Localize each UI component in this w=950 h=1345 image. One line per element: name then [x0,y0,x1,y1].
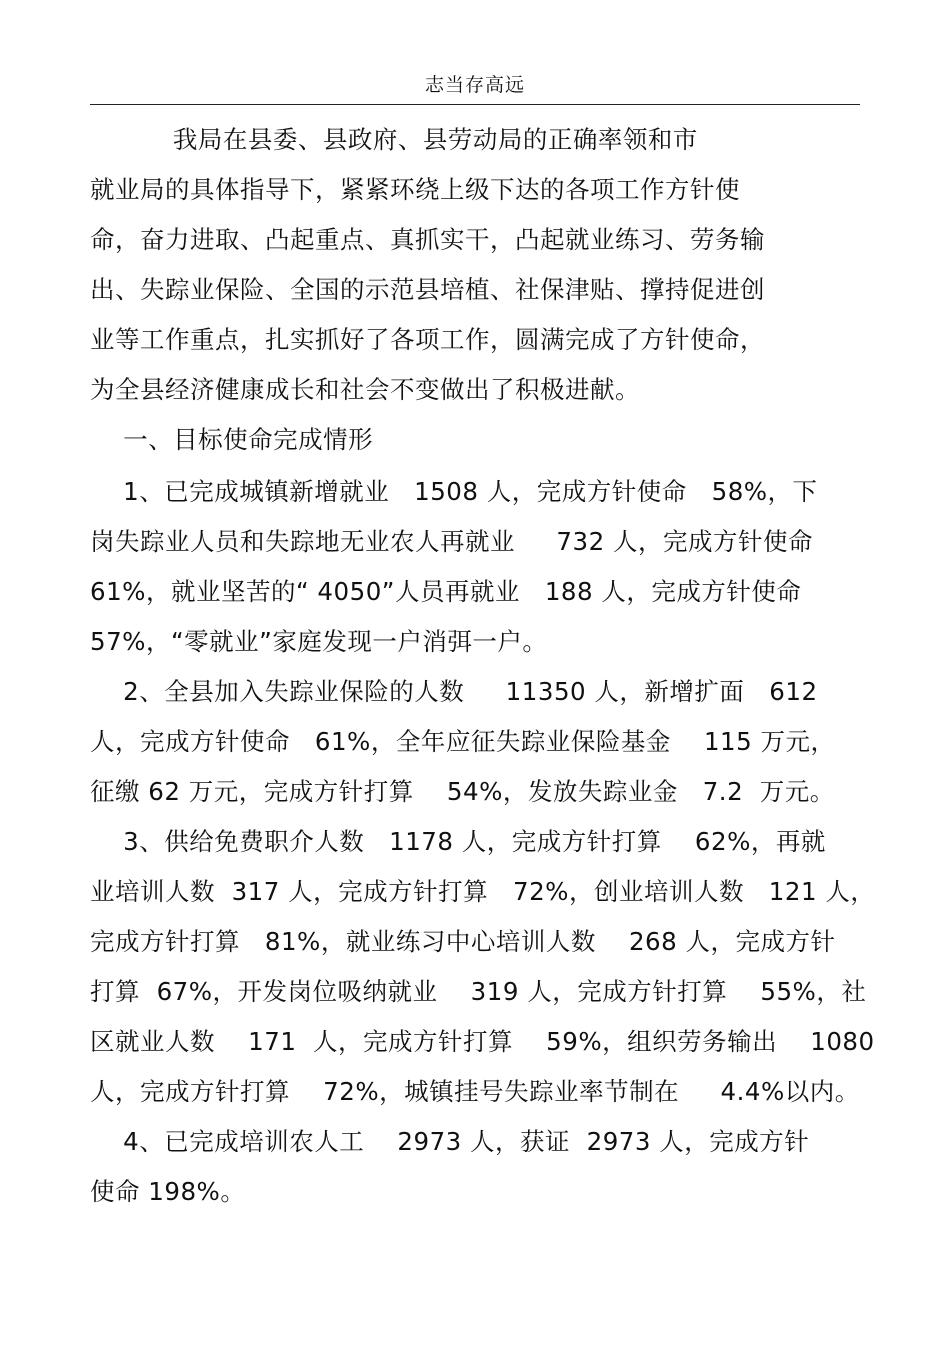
body-line-1: 我局在县委、县政府、县劳动局的正确率领和市 [90,125,698,154]
body-line-13: 人，完成方针使命 61%，全年应征失踪业保险基金 115 万元， [90,727,836,756]
header-divider [90,104,860,105]
page-header-title: 志当存高远 [424,74,525,96]
body-line-8: 1、已完成城镇新增就业 1508 人，完成方针使命 58%，下 [90,477,818,506]
body-line-22: 使命 198%。 [90,1177,246,1206]
body-line-16: 业培训人数 317 人，完成方针打算 72%，创业培训人数 121 人， [90,877,876,906]
body-line-20: 人，完成方针打算 72%，城镇挂号失踪业率节制在 4.4%以内。 [90,1077,860,1106]
section-heading-1: 一、目标使命完成情形 [90,425,374,454]
body-line-3: 命，奋力进取、凸起重点、真抓实干，凸起就业练习、劳务输 [90,225,765,254]
body-line-12: 2、全县加入失踪业保险的人数 11350 人，新增扩面 612 [90,677,818,706]
body-line-4: 出、失踪业保险、全国的示范县培植、社保津贴、撑持促进创 [90,275,765,304]
body-line-6: 为全县经济健康成长和社会不变做出了积极进献。 [90,375,640,404]
body-line-10: 61%，就业坚苦的“ 4050”人员再就业 188 人，完成方针使命 [90,577,802,606]
body-line-17: 完成方针打算 81%，就业练习中心培训人数 268 人，完成方针 [90,927,836,956]
body-line-21: 4、已完成培训农人工 2973 人，获证 2973 人，完成方针 [90,1127,810,1156]
body-line-2: 就业局的具体指导下，紧紧环绕上级下达的各项工作方针使 [90,175,740,204]
body-line-11: 57%，“零就业”家庭发现一户消弭一户。 [90,627,548,656]
body-line-19: 区就业人数 171 人，完成方针打算 59%，组织劳务输出 1080 [90,1027,875,1056]
body-line-9: 岗失踪业人员和失踪地无业农人再就业 732 人，完成方针使命 [90,527,813,556]
body-line-14: 征缴 62 万元，完成方针打算 54%，发放失踪业金 7.2 万元。 [90,777,835,806]
body-line-18: 打算 67%，开发岗位吸纳就业 319 人，完成方针打算 55%，社 [90,977,867,1006]
body-line-15: 3、供给免费职介人数 1178 人，完成方针打算 62%，再就 [90,827,826,856]
body-line-5: 业等工作重点，扎实抓好了各项工作，圆满完成了方针使命， [90,325,765,354]
